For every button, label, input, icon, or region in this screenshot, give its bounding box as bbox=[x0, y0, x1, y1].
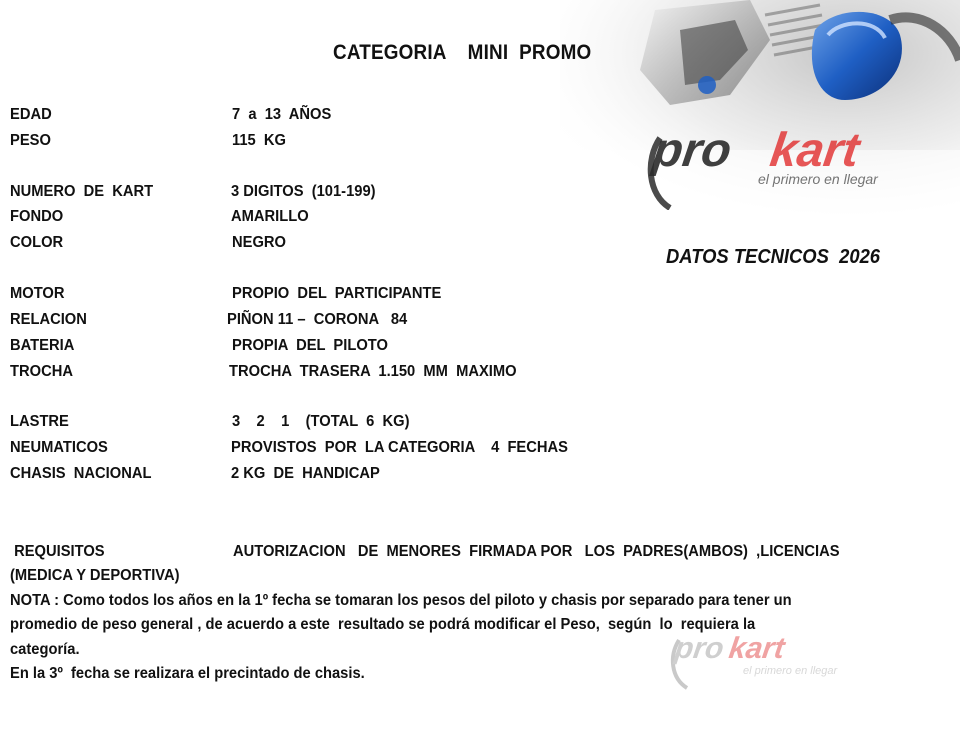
requirements-value-cont: (MEDICA Y DEPORTIVA) bbox=[10, 567, 180, 585]
spec-label: PESO bbox=[10, 132, 51, 149]
spec-row-edad bbox=[10, 105, 332, 125]
spec-value: 115 KG bbox=[232, 132, 287, 149]
spec-row-relacion bbox=[10, 310, 408, 330]
spec-value: 3 2 1 (TOTAL 6 KG) bbox=[232, 413, 410, 430]
spec-label: EDAD bbox=[10, 106, 52, 123]
note-line bbox=[10, 589, 950, 613]
spec-value: 3 DIGITOS (101-199) bbox=[231, 183, 376, 200]
svg-text:pro: pro bbox=[672, 632, 726, 665]
spec-row-peso bbox=[10, 131, 287, 151]
note-line bbox=[10, 638, 950, 662]
svg-text:pro: pro bbox=[649, 123, 735, 177]
spec-value: 2 KG DE HANDICAP bbox=[231, 465, 380, 482]
spec-value: PROPIO DEL PARTICIPANTE bbox=[232, 285, 442, 302]
note-text: NOTA : Como todos los años en la 1º fecha se tomaran los pesos del piloto y chasis por separado para tener un bbox=[10, 591, 792, 609]
svg-text:kart: kart bbox=[766, 123, 863, 177]
svg-text:el primero en llegar: el primero en llegar bbox=[743, 665, 838, 677]
note-text: categoría. bbox=[10, 640, 80, 658]
spec-value: 7 a 13 AÑOS bbox=[232, 106, 332, 123]
spec-label: NUMERO DE KART bbox=[10, 183, 154, 200]
spec-value: TROCHA TRASERA 1.150 MM MAXIMO bbox=[229, 363, 517, 380]
requirements-line bbox=[10, 540, 950, 564]
spec-value: PROPIA DEL PILOTO bbox=[232, 337, 388, 354]
page-subtitle: DATOS TECNICOS 2026 bbox=[666, 246, 881, 268]
svg-text:el primero en llegar: el primero en llegar bbox=[758, 171, 878, 187]
spec-label: BATERIA bbox=[10, 337, 75, 354]
spec-label: NEUMATICOS bbox=[10, 439, 108, 456]
requirements-label: REQUISITOS bbox=[10, 543, 105, 560]
page-title: CATEGORIA MINI PROMO bbox=[333, 41, 592, 64]
spec-label: TROCHA bbox=[10, 363, 73, 380]
spec-row-numero-de-kart bbox=[10, 182, 376, 202]
spec-label: LASTRE bbox=[10, 413, 69, 430]
requirements-block bbox=[10, 540, 950, 686]
spec-label: CHASIS NACIONAL bbox=[10, 465, 152, 482]
spec-row-neumaticos bbox=[10, 438, 568, 458]
spec-label: RELACION bbox=[10, 311, 87, 328]
requirements-value: AUTORIZACION DE MENORES FIRMADA POR LOS PADRES(AMBOS) ,LICENCIAS bbox=[233, 543, 840, 560]
spec-label: MOTOR bbox=[10, 285, 65, 302]
spec-row-lastre bbox=[10, 412, 410, 432]
spec-row-chasis-nacional bbox=[10, 464, 380, 484]
spec-value: NEGRO bbox=[232, 234, 286, 251]
note-line bbox=[10, 662, 950, 686]
spec-row-trocha bbox=[10, 362, 517, 382]
spec-row-color bbox=[10, 233, 286, 253]
spec-row-motor bbox=[10, 284, 442, 304]
spec-row-bateria bbox=[10, 336, 388, 356]
spec-label: FONDO bbox=[10, 208, 64, 225]
prokart-logo bbox=[640, 120, 950, 210]
spec-value: PIÑON 11 – CORONA 84 bbox=[227, 311, 408, 328]
note-text: promedio de peso general , de acuerdo a este resultado se podrá modificar el Peso, según lo requiera la bbox=[10, 616, 756, 634]
note-text: En la 3º fecha se realizara el precintado de chasis. bbox=[10, 664, 365, 682]
spec-value: AMARILLO bbox=[231, 208, 309, 225]
note-line bbox=[10, 613, 950, 637]
spec-label: COLOR bbox=[10, 234, 64, 251]
requirements-line-cont bbox=[10, 564, 950, 588]
spec-value: PROVISTOS POR LA CATEGORIA 4 FECHAS bbox=[231, 439, 568, 456]
svg-text:kart: kart bbox=[726, 632, 787, 665]
spec-row-fondo bbox=[10, 207, 309, 227]
